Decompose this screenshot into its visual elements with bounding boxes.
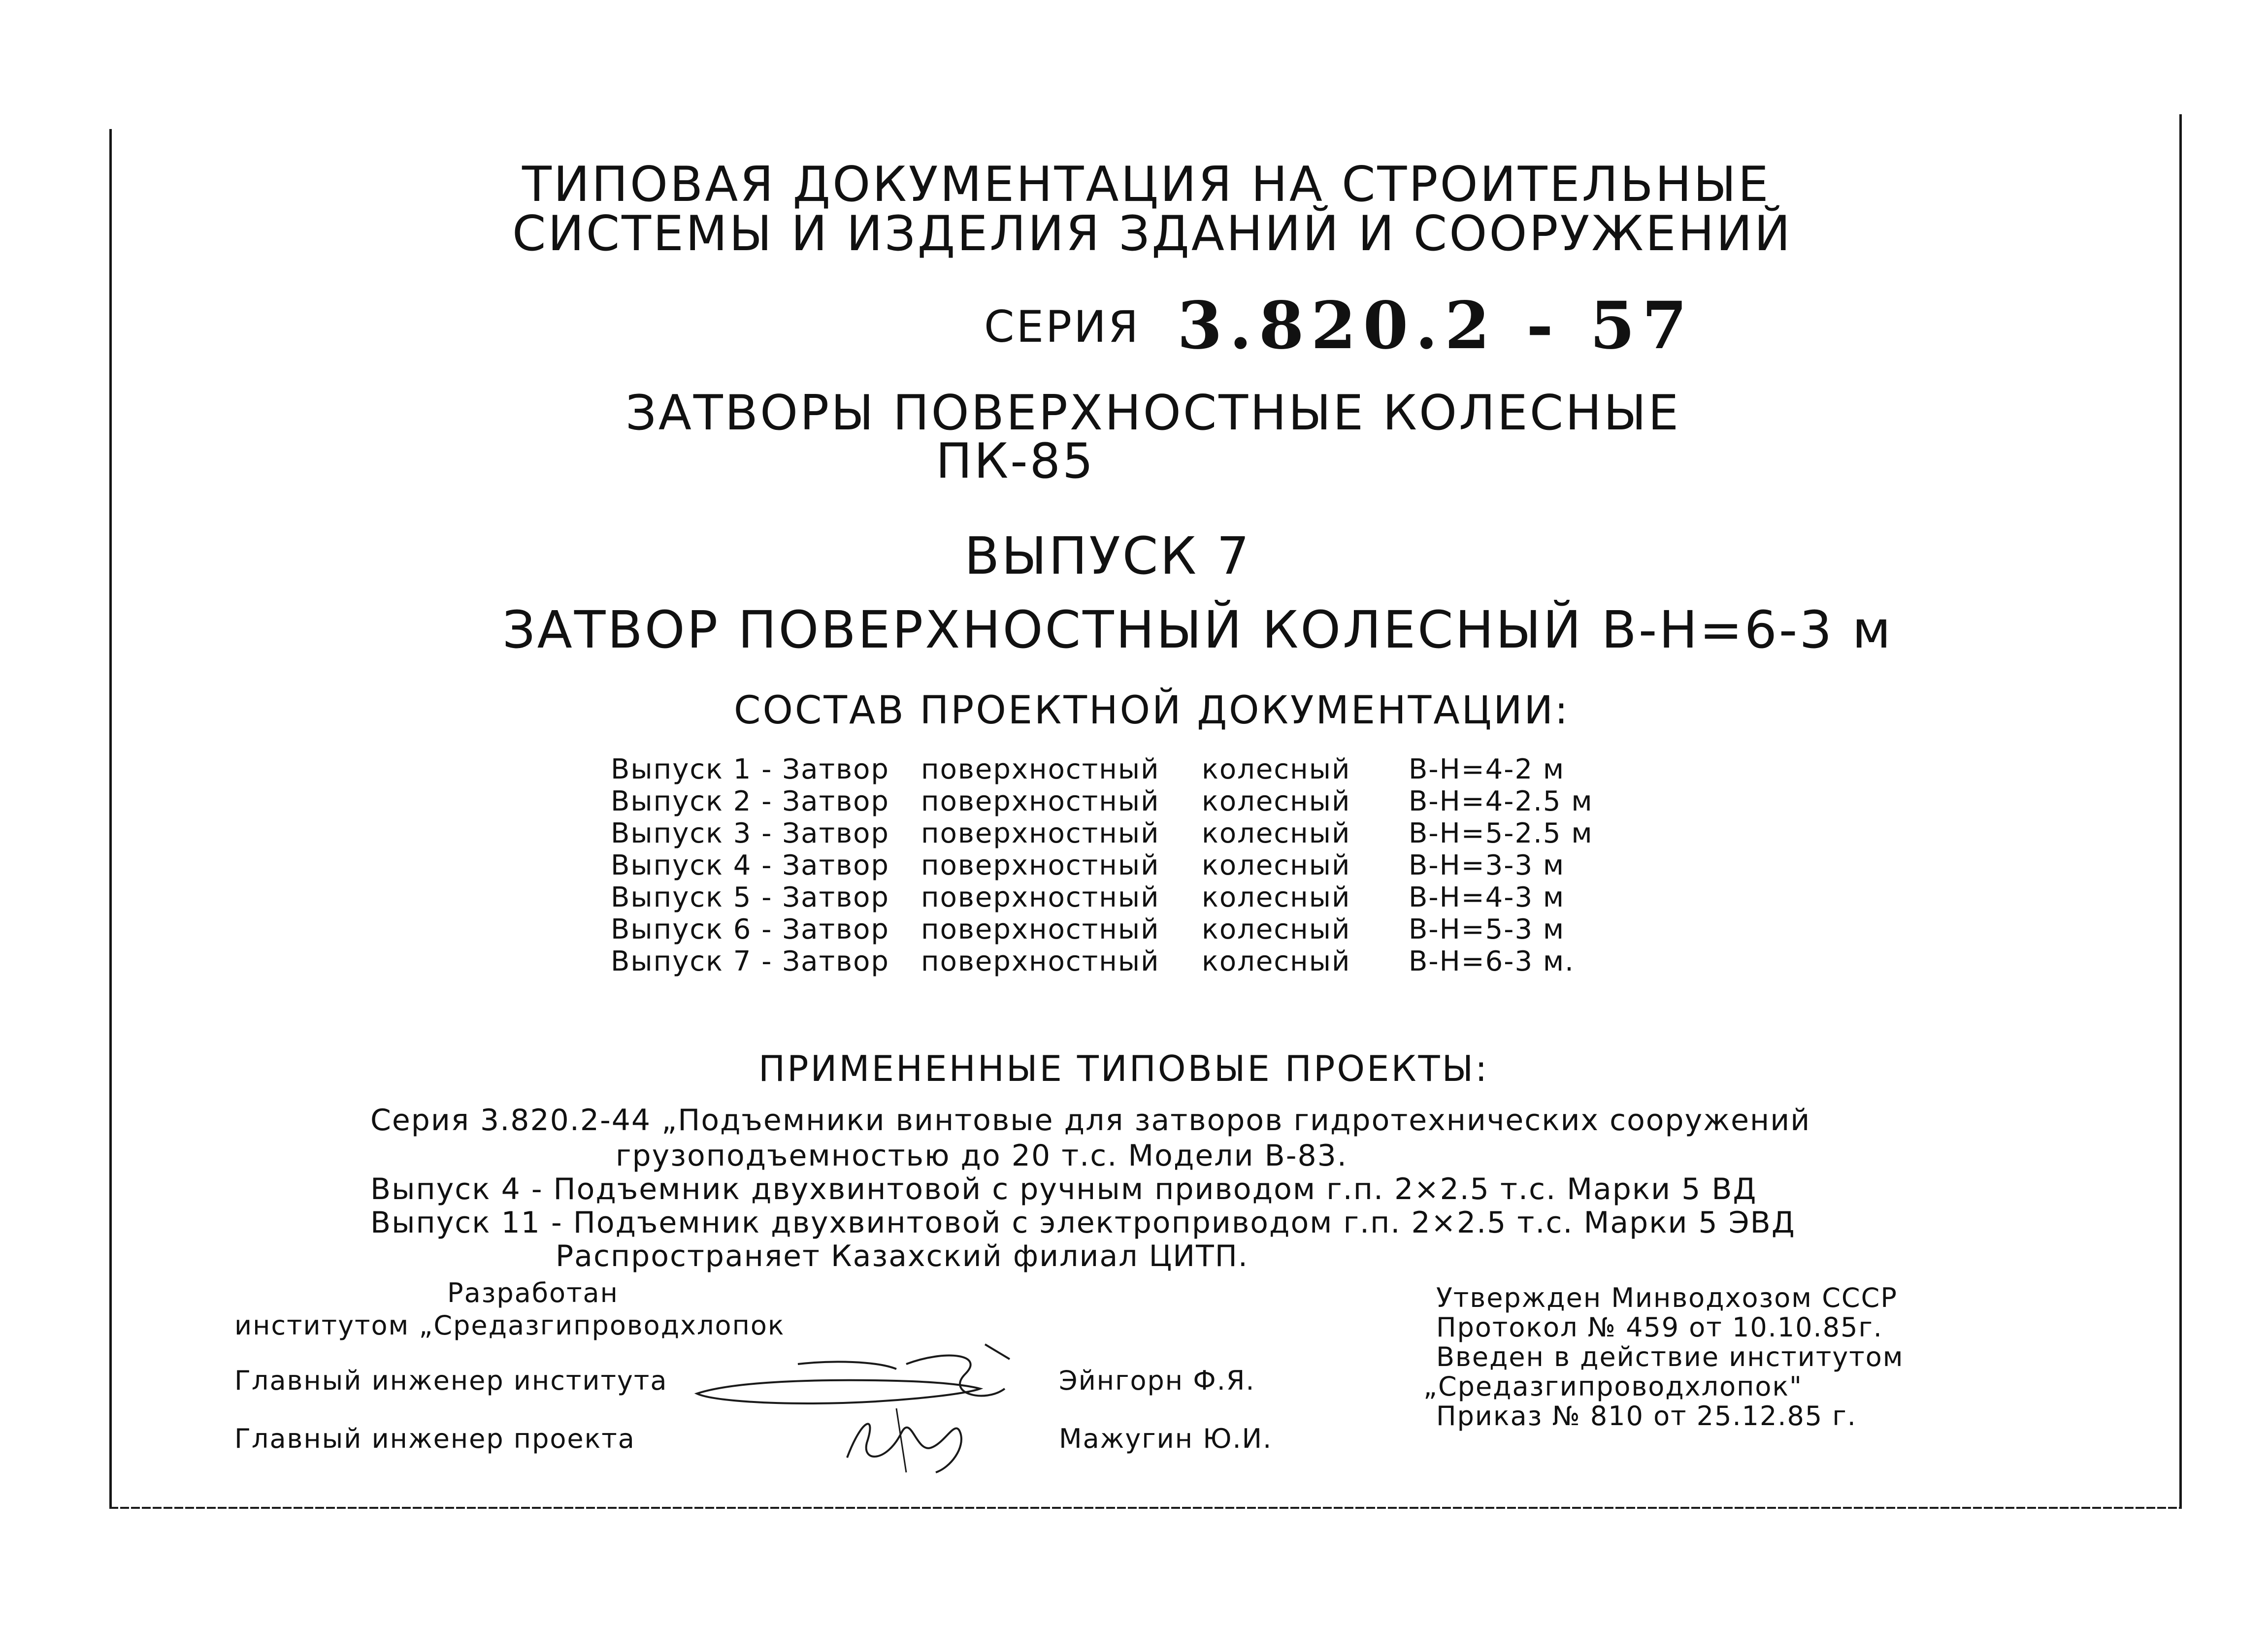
composition-item-issue: Выпуск 3 - Затвор xyxy=(611,817,889,849)
chief-engineer-institute-label: Главный инженер института xyxy=(234,1365,668,1396)
series-label: СЕРИЯ xyxy=(984,301,1141,352)
approval-institute: „Средазгипроводхлопок" xyxy=(1423,1371,1803,1402)
developer-org: институтом „Средазгипроводхлопок xyxy=(234,1310,785,1341)
composition-item-issue: Выпуск 7 - Затвор xyxy=(611,945,889,977)
applied-issue-11: Выпуск 11 - Подъемник двухвинтовой с электроприводом г.п. 2×2.5 т.с. Марки 5 ЭВД xyxy=(370,1205,1796,1240)
composition-item-kind: колесный xyxy=(1202,817,1351,849)
chief-engineer-project-name: Мажугин Ю.И. xyxy=(1059,1423,1273,1454)
composition-item-size: В-Н=5-2.5 м xyxy=(1409,817,1593,849)
chief-engineer-institute-name: Эйнгорн Ф.Я. xyxy=(1059,1365,1255,1396)
frame-bottom-border xyxy=(109,1507,2182,1509)
composition-item-size: В-Н=4-2.5 м xyxy=(1409,785,1593,817)
composition-item-type: поверхностный xyxy=(921,817,1160,849)
composition-item-kind: колесный xyxy=(1202,945,1351,977)
header-line-1: ТИПОВАЯ ДОКУМЕНТАЦИЯ НА СТРОИТЕЛЬНЫЕ xyxy=(522,157,1771,213)
composition-item-issue: Выпуск 4 - Затвор xyxy=(611,849,889,881)
composition-item-issue: Выпуск 2 - Затвор xyxy=(611,785,889,817)
composition-item-kind: колесный xyxy=(1202,849,1351,881)
composition-item-size: В-Н=4-3 м xyxy=(1409,881,1565,913)
composition-item-kind: колесный xyxy=(1202,881,1351,913)
chief-engineer-project-signature xyxy=(832,1399,980,1482)
frame-right-border xyxy=(2179,114,2182,1508)
series-number: 3.820.2 - 57 xyxy=(1177,288,1694,364)
gate-model: ПК-85 xyxy=(936,433,1095,489)
applied-series-capacity: грузоподъемностью до 20 т.с. Модели В-83. xyxy=(616,1139,1348,1173)
composition-item-size: В-Н=4-2 м xyxy=(1409,753,1565,785)
approval-enacted: Введен в действие институтом xyxy=(1436,1341,1904,1372)
applied-series-line: Серия 3.820.2-44 „Подъемники винтовые для затворов гидротехнических сооружений xyxy=(370,1103,1811,1138)
issue-title: ЗАТВОР ПОВЕРХНОСТНЫЙ КОЛЕСНЫЙ В-Н=6-3 м xyxy=(502,600,1893,660)
composition-item-issue: Выпуск 5 - Затвор xyxy=(611,881,889,913)
composition-item-kind: колесный xyxy=(1202,753,1351,785)
applied-issue-4: Выпуск 4 - Подъемник двухвинтовой с ручным приводом г.п. 2×2.5 т.с. Марки 5 ВД xyxy=(370,1172,1757,1206)
approval-protocol: Протокол № 459 от 10.10.85г. xyxy=(1436,1312,1883,1343)
composition-item-kind: колесный xyxy=(1202,785,1351,817)
header-line-2: СИСТЕМЫ И ИЗДЕЛИЯ ЗДАНИЙ И СООРУЖЕНИЙ xyxy=(512,206,1793,262)
chief-engineer-project-label: Главный инженер проекта xyxy=(234,1423,635,1454)
composition-item-issue: Выпуск 1 - Затвор xyxy=(611,753,889,785)
composition-item-type: поверхностный xyxy=(921,881,1160,913)
composition-item-size: В-Н=5-3 м xyxy=(1409,913,1565,945)
frame-left-border xyxy=(109,129,112,1508)
composition-item-type: поверхностный xyxy=(921,753,1160,785)
composition-item-issue: Выпуск 6 - Затвор xyxy=(611,913,889,945)
composition-item-type: поверхностный xyxy=(921,785,1160,817)
composition-item-size: В-Н=3-3 м xyxy=(1409,849,1565,881)
composition-item-type: поверхностный xyxy=(921,849,1160,881)
composition-title: СОСТАВ ПРОЕКТНОЙ ДОКУМЕНТАЦИИ: xyxy=(734,688,1570,733)
gate-title: ЗАТВОРЫ ПОВЕРХНОСТНЫЕ КОЛЕСНЫЕ xyxy=(625,385,1681,441)
applied-projects-title: ПРИМЕНЕННЫЕ ТИПОВЫЕ ПРОЕКТЫ: xyxy=(758,1048,1489,1089)
composition-item-type: поверхностный xyxy=(921,913,1160,945)
composition-item-size: В-Н=6-3 м. xyxy=(1409,945,1575,977)
composition-item-type: поверхностный xyxy=(921,945,1160,977)
developer-label: Разработан xyxy=(447,1277,619,1308)
distribution-note: Распространяет Казахский филиал ЦИТП. xyxy=(556,1239,1249,1273)
approval-line-1: Утвержден Минводхозом СССР xyxy=(1436,1282,1898,1313)
composition-item-kind: колесный xyxy=(1202,913,1351,945)
approval-order: Приказ № 810 от 25.12.85 г. xyxy=(1436,1400,1857,1432)
issue-number: ВЫПУСК 7 xyxy=(964,526,1251,586)
